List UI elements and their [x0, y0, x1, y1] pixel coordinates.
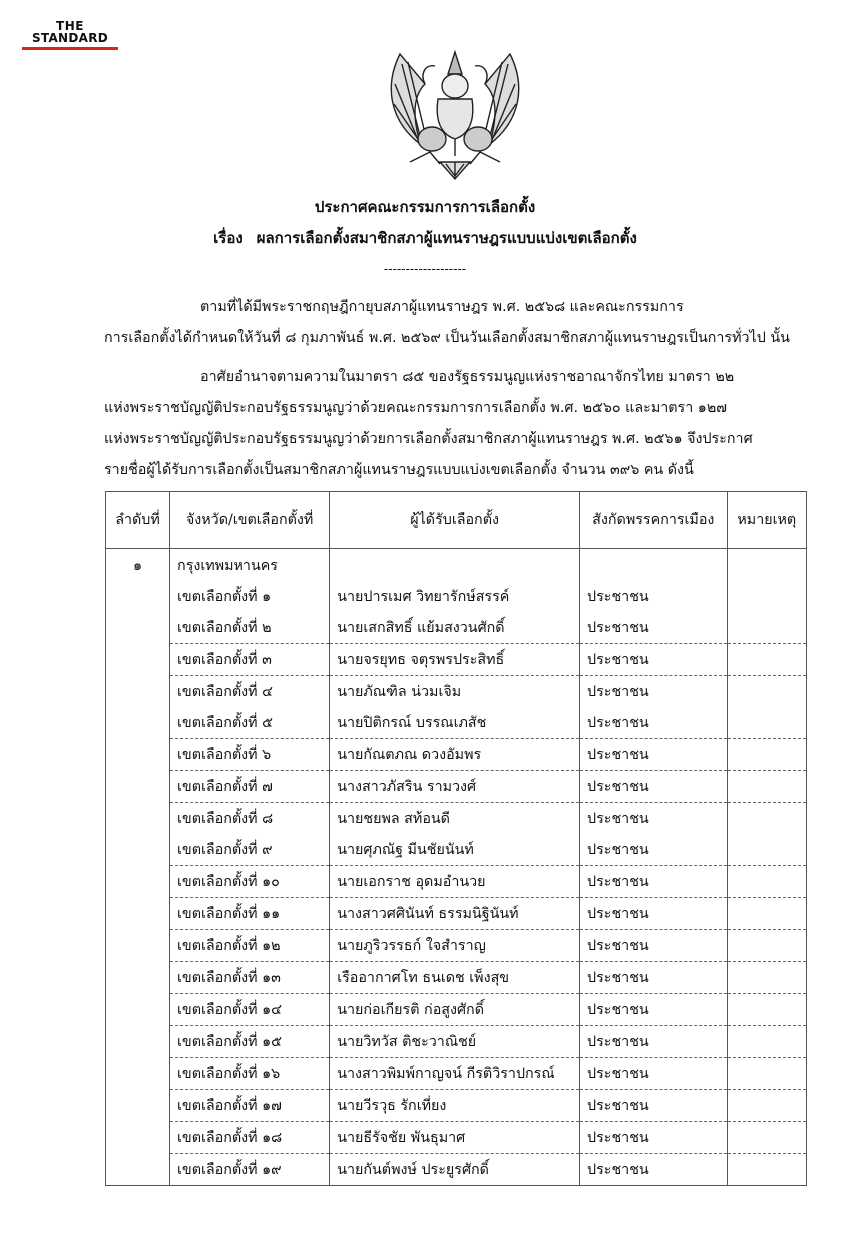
district-cell: เขตเลือกตั้งที่ ๙ [170, 834, 330, 866]
header-seq: ลำดับที่ [106, 492, 170, 549]
province-cell: กรุงเทพมหานคร [170, 549, 330, 582]
party-cell: ประชาชน [580, 1026, 728, 1058]
district-cell: เขตเลือกตั้งที่ ๑๘ [170, 1122, 330, 1154]
elected-name-cell: นายศุภณัฐ มีนชัยนันท์ [330, 834, 580, 866]
party-cell: ประชาชน [580, 898, 728, 930]
district-cell: เขตเลือกตั้งที่ ๑ [170, 581, 330, 612]
paragraph-line: แห่งพระราชบัญญัติประกอบรัฐธรรมนูญว่าด้วยคณะกรรมการการเลือกตั้ง พ.ศ. ๒๕๖๐ และมาตรา ๑๒๗ [104, 400, 728, 416]
district-cell: เขตเลือกตั้งที่ ๔ [170, 676, 330, 708]
table-row [106, 676, 807, 708]
elected-name-cell: นายเสกสิทธิ์ แย้มสงวนศักดิ์ [330, 612, 580, 644]
party-cell: ประชาชน [580, 707, 728, 739]
header-elected: ผู้ได้รับเลือกตั้ง [330, 492, 580, 549]
district-cell: เขตเลือกตั้งที่ ๘ [170, 803, 330, 835]
district-cell: เขตเลือกตั้งที่ ๑๓ [170, 962, 330, 994]
district-cell: เขตเลือกตั้งที่ ๗ [170, 771, 330, 803]
announcement-title: ประกาศคณะกรรมการการเลือกตั้ง [314, 198, 536, 216]
district-cell: เขตเลือกตั้งที่ ๑๕ [170, 1026, 330, 1058]
elected-name-cell: นางสาวพิมพ์กาญจน์ กีรติวิราปกรณ์ [330, 1058, 580, 1090]
header-district: จังหวัด/เขตเลือกตั้งที่ [170, 492, 330, 549]
paragraph-1 [104, 292, 812, 354]
seq-cell: ๑ [106, 549, 170, 1186]
table-row [106, 898, 807, 930]
election-results-table [105, 491, 807, 1186]
elected-name-cell: นางสาวศศินันท์ ธรรมนิฐินันท์ [330, 898, 580, 930]
table-row [106, 962, 807, 994]
note-cell [727, 1026, 806, 1058]
note-cell [727, 834, 806, 866]
table-row [106, 834, 807, 866]
party-cell: ประชาชน [580, 1154, 728, 1186]
elected-name-cell: นายกัณตภณ ดวงอัมพร [330, 739, 580, 771]
district-cell: เขตเลือกตั้งที่ ๖ [170, 739, 330, 771]
table-row [106, 581, 807, 612]
table-row [106, 803, 807, 835]
party-cell: ประชาชน [580, 739, 728, 771]
district-cell: เขตเลือกตั้งที่ ๕ [170, 707, 330, 739]
note-cell [727, 676, 806, 708]
subject-text: ผลการเลือกตั้งสมาชิกสภาผู้แทนราษฎรแบบแบ่งเขตเลือกตั้ง [256, 229, 637, 247]
elected-name-cell: นายก่อเกียรติ ก่อสูงศักดิ์ [330, 994, 580, 1026]
district-cell: เขตเลือกตั้งที่ ๒ [170, 612, 330, 644]
table-row [106, 707, 807, 739]
party-cell: ประชาชน [580, 644, 728, 676]
logo-underline [22, 47, 118, 50]
announcement-subject [0, 226, 850, 250]
district-cell: เขตเลือกตั้งที่ ๑๙ [170, 1154, 330, 1186]
paragraph-2 [104, 362, 812, 486]
elected-name-cell: เรืออากาศโท ธนเดช เพ็งสุข [330, 962, 580, 994]
header-note: หมายเหตุ [727, 492, 806, 549]
note-cell [727, 771, 806, 803]
district-cell: เขตเลือกตั้งที่ ๓ [170, 644, 330, 676]
table-row [106, 739, 807, 771]
note-cell [727, 581, 806, 612]
note-cell [727, 866, 806, 898]
table-row [106, 644, 807, 676]
district-cell: เขตเลือกตั้งที่ ๑๔ [170, 994, 330, 1026]
title-divider: ------------------- [383, 262, 467, 276]
header-party: สังกัดพรรคการเมือง [580, 492, 728, 549]
paragraph-line: ตามที่ได้มีพระราชกฤษฎีกายุบสภาผู้แทนราษฎร พ.ศ. ๒๕๖๘ และคณะกรรมการ [200, 299, 684, 315]
the-standard-logo [22, 20, 118, 50]
logo-line-2: STANDARD [31, 31, 109, 45]
party-cell: ประชาชน [580, 994, 728, 1026]
note-cell [727, 994, 806, 1026]
elected-name-cell: นายธีรัจชัย พันธุมาศ [330, 1122, 580, 1154]
district-cell: เขตเลือกตั้งที่ ๑๒ [170, 930, 330, 962]
garuda-emblem-icon [380, 44, 530, 184]
party-cell: ประชาชน [580, 1058, 728, 1090]
party-cell: ประชาชน [580, 803, 728, 835]
table-row [106, 866, 807, 898]
elected-name-cell: นายปารเมศ วิทยารักษ์สรรค์ [330, 581, 580, 612]
table-row [106, 1090, 807, 1122]
party-cell: ประชาชน [580, 581, 728, 612]
party-cell: ประชาชน [580, 1090, 728, 1122]
elected-name-cell: นายภูริวรรธก์ ใจสำราญ [330, 930, 580, 962]
district-cell: เขตเลือกตั้งที่ ๑๗ [170, 1090, 330, 1122]
district-cell: เขตเลือกตั้งที่ ๑๑ [170, 898, 330, 930]
district-cell: เขตเลือกตั้งที่ ๑๖ [170, 1058, 330, 1090]
note-cell [727, 930, 806, 962]
table-row [106, 1154, 807, 1186]
logo-line-1: THE [56, 19, 84, 33]
elected-name-cell: นายวีรวุธ รักเที่ยง [330, 1090, 580, 1122]
party-cell: ประชาชน [580, 866, 728, 898]
note-cell [727, 1090, 806, 1122]
party-cell: ประชาชน [580, 1122, 728, 1154]
party-cell: ประชาชน [580, 612, 728, 644]
note-cell [727, 962, 806, 994]
note-cell [727, 612, 806, 644]
table-row [106, 612, 807, 644]
table-row [106, 1122, 807, 1154]
province-row [106, 549, 807, 582]
note-cell [727, 739, 806, 771]
elected-name-cell: นายปิติกรณ์ บรรณเภสัช [330, 707, 580, 739]
note-cell [727, 1122, 806, 1154]
elected-name-cell: นายชยพล สท้อนดี [330, 803, 580, 835]
table-header-row [106, 492, 807, 549]
elected-name-cell: นายจรยุทธ จตุรพรประสิทธิ์ [330, 644, 580, 676]
note-cell [727, 1058, 806, 1090]
paragraph-line: การเลือกตั้งได้กำหนดให้วันที่ ๘ กุมภาพันธ์ พ.ศ. ๒๕๖๙ เป็นวันเลือกตั้งสมาชิกสภาผู้แทนราษฎรเป็นการทั่วไป นั้น [104, 330, 790, 346]
party-cell: ประชาชน [580, 930, 728, 962]
paragraph-line: รายชื่อผู้ได้รับการเลือกตั้งเป็นสมาชิกสภาผู้แทนราษฎรแบบแบ่งเขตเลือกตั้ง จำนวน ๓๙๖ คน ดังนี้ [104, 462, 694, 478]
paragraph-line: แห่งพระราชบัญญัติประกอบรัฐธรรมนูญว่าด้วยการเลือกตั้งสมาชิกสภาผู้แทนราษฎร พ.ศ. ๒๕๖๑ จึงประกาศ [104, 431, 753, 447]
note-cell [727, 898, 806, 930]
table-row [106, 771, 807, 803]
elected-name-cell: นายเอกราช อุดมอำนวย [330, 866, 580, 898]
note-cell [727, 803, 806, 835]
party-cell: ประชาชน [580, 676, 728, 708]
elected-name-cell: นายกันต์พงษ์ ประยูรศักดิ์ [330, 1154, 580, 1186]
table-row [106, 1058, 807, 1090]
paragraph-line: อาศัยอำนาจตามความในมาตรา ๘๕ ของรัฐธรรมนูญแห่งราชอาณาจักรไทย มาตรา ๒๒ [200, 369, 735, 385]
table-row [106, 930, 807, 962]
elected-name-cell: นางสาวภัสริน รามวงศ์ [330, 771, 580, 803]
party-cell: ประชาชน [580, 771, 728, 803]
district-cell: เขตเลือกตั้งที่ ๑๐ [170, 866, 330, 898]
elected-name-cell: นายวิทวัส ติชะวาณิชย์ [330, 1026, 580, 1058]
elected-name-cell: นายภัณฑิล น่วมเจิม [330, 676, 580, 708]
table-row [106, 994, 807, 1026]
note-cell [727, 1154, 806, 1186]
subject-label: เรื่อง [213, 229, 243, 247]
note-cell [727, 707, 806, 739]
party-cell: ประชาชน [580, 962, 728, 994]
table-row [106, 1026, 807, 1058]
party-cell: ประชาชน [580, 834, 728, 866]
note-cell [727, 644, 806, 676]
